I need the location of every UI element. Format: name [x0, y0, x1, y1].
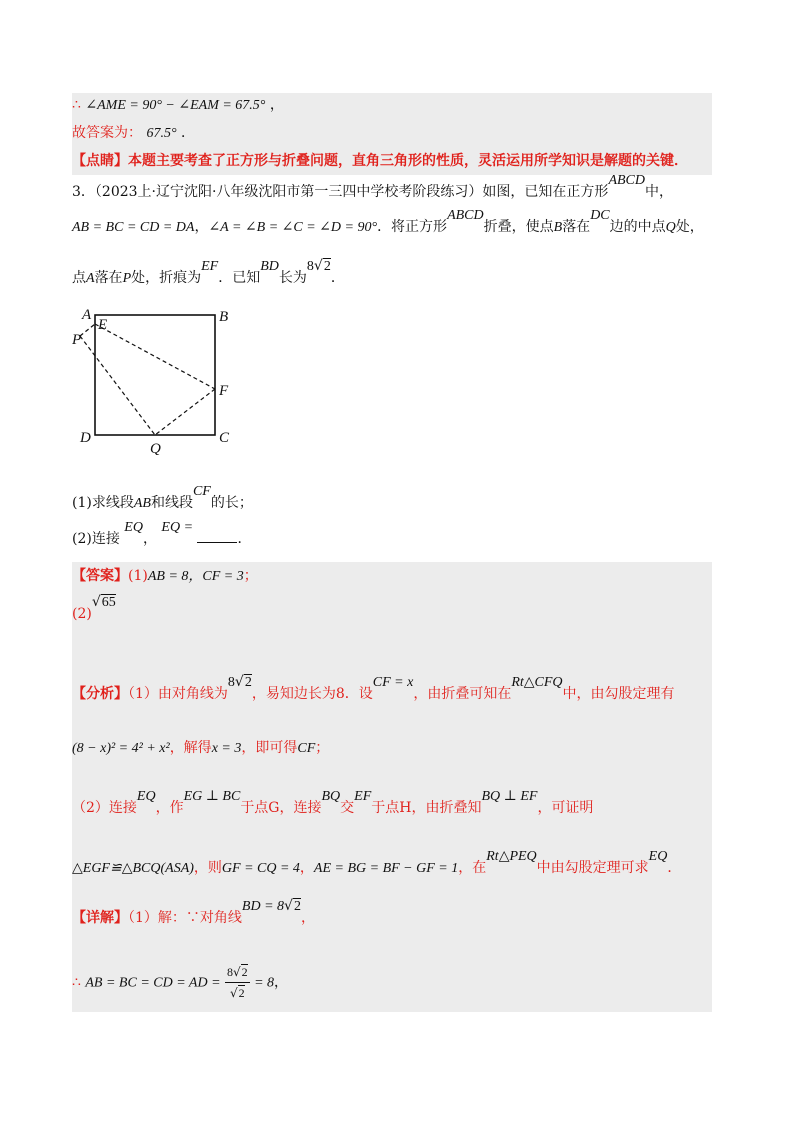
- math-eq: EQ: [648, 849, 668, 864]
- math-cf: CF: [192, 484, 211, 499]
- math-8: 8: [306, 259, 314, 274]
- label-b: B: [219, 309, 229, 325]
- therefore-symbol: ∴: [72, 974, 81, 991]
- text: （2）连接: [72, 800, 137, 816]
- square-abcd: [95, 315, 215, 435]
- text: 长为: [278, 270, 307, 286]
- math-eq: EQ: [124, 520, 143, 535]
- text: ．: [330, 270, 345, 286]
- text: 落在: [562, 219, 591, 235]
- math-rt-peq: Rt△PEQ: [486, 849, 537, 864]
- math-bd-8: BD = 8: [241, 899, 285, 914]
- answer-prefix: 故答案为：: [72, 125, 142, 141]
- problem-intro: 3．（2023上·辽宁沈阳·八年级沈阳市第一三四中学校考阶段练习）如图，已知在正方形: [72, 184, 609, 200]
- math-sqrt2: 2: [244, 675, 252, 690]
- text: 点: [72, 270, 86, 286]
- math-q: Q: [665, 220, 676, 235]
- label-f: F: [219, 383, 229, 399]
- text: 处，折痕为: [131, 270, 202, 286]
- analysis-line-2: [72, 738, 329, 759]
- math-equal-sides: AB = BC = CD = DA: [72, 220, 195, 235]
- text: ；: [315, 740, 330, 756]
- math-abcd: ABCD: [608, 173, 645, 188]
- math-ef: EF: [354, 789, 372, 804]
- text: ．: [237, 531, 252, 547]
- analysis-label: 【分析】: [72, 686, 128, 702]
- text: 的长；: [210, 495, 253, 511]
- text: ；: [243, 568, 258, 584]
- text: ，: [299, 860, 314, 876]
- solution-block-top: [72, 93, 712, 175]
- math-cf: CF: [297, 741, 316, 756]
- question-2: [72, 520, 252, 550]
- text: ，: [274, 974, 289, 991]
- text: 于点G，连接: [240, 800, 322, 816]
- math-sqrt2: 2: [293, 899, 301, 914]
- frac-num-sqrt2: 2: [241, 965, 248, 979]
- text: ，易知边长为8．设: [251, 686, 373, 702]
- fold-line-fq: [155, 389, 215, 435]
- text: 中，由勾股定理有: [562, 686, 675, 702]
- math-b: B: [553, 220, 563, 235]
- math-pythagoras: (8 − x)² = 4² + x²: [72, 741, 170, 756]
- math-eq-8: = 8: [254, 975, 275, 991]
- math-sides-equal: AB = BC = CD = AD =: [85, 975, 221, 991]
- math-p: P: [122, 271, 132, 286]
- text: （1）解：∵对角线: [128, 910, 242, 926]
- math-congruent: △EGF≌△BCQ(ASA): [72, 861, 194, 876]
- problem-line-1: [72, 173, 673, 203]
- analysis-line-3: [72, 789, 594, 819]
- text: （1）由对角线为: [128, 686, 228, 702]
- therefore-symbol: ∴: [72, 97, 81, 113]
- math-rt-cfq: Rt△CFQ: [511, 675, 563, 690]
- text: ，: [142, 531, 157, 547]
- math-bd: BD: [260, 259, 279, 274]
- math-sqrt2: 2: [323, 259, 331, 274]
- text: ，由折叠可知在: [413, 686, 512, 702]
- detail-line-1: 【详解】（1）解：∵对角线BD = 8√2，: [72, 898, 315, 926]
- math-abcd-2: ABCD: [447, 208, 484, 223]
- detail-line-2: [72, 962, 288, 1003]
- math-eq: EQ: [136, 789, 156, 804]
- fraction: $\frac{8√2}{√2}$: [225, 962, 250, 1003]
- label-d: D: [80, 430, 91, 446]
- answer-label: 【答案】: [72, 568, 128, 584]
- label-a: A: [82, 307, 92, 323]
- math-x3: x = 3: [211, 741, 242, 756]
- detail-label: 【详解】: [72, 910, 128, 926]
- math-cf-x: CF = x: [372, 675, 414, 690]
- geometry-figure: [72, 305, 252, 455]
- top-line-1: [72, 95, 284, 116]
- math-ef: EF: [201, 259, 219, 274]
- fold-line-ef: [95, 324, 215, 389]
- label-p: P: [72, 332, 82, 348]
- text: ，在: [458, 860, 487, 876]
- math-right-angles: ∠A = ∠B = ∠C = ∠D = 90°: [208, 220, 378, 235]
- text: (1)求线段: [72, 495, 134, 511]
- frac-den-sqrt2: 2: [238, 986, 245, 1000]
- math-gf: GF = CQ = 4: [221, 861, 300, 876]
- text: ，即可得: [241, 740, 298, 756]
- punct: 中，: [645, 184, 673, 200]
- text: (2)连接: [72, 531, 120, 547]
- math-dc: DC: [590, 208, 610, 223]
- top-line-3: [72, 151, 688, 171]
- math-answer-1: AB = 8，CF = 3: [147, 569, 244, 584]
- math-bq-perp: BQ ⊥ EF: [481, 789, 538, 804]
- text: ．: [667, 860, 682, 876]
- math-sqrt65: 65: [101, 595, 116, 610]
- text: 于点H，由折叠知: [371, 800, 482, 816]
- text: 处，: [675, 219, 704, 235]
- analysis-line-4: [72, 849, 682, 879]
- dianjing-label: 【点睛】: [72, 153, 128, 169]
- math-bq: BQ: [321, 789, 341, 804]
- math-eq-2: EQ =: [161, 520, 194, 535]
- text: 中由勾股定理可求: [536, 860, 649, 876]
- math-ae: AE = BG = BF − GF = 1: [313, 861, 459, 876]
- punct: ．: [181, 125, 196, 141]
- text: (1): [128, 568, 148, 584]
- text: ，可证明: [537, 800, 594, 816]
- answer-value: 67.5°: [146, 126, 177, 141]
- text: ，则: [193, 860, 222, 876]
- fold-line-pe: [80, 324, 95, 336]
- text: 交: [340, 800, 355, 816]
- text: ．已知: [218, 270, 261, 286]
- label-e: E: [98, 317, 108, 333]
- punct: ，: [269, 97, 284, 113]
- math-ab: AB: [133, 496, 151, 511]
- ans-line-1: [72, 566, 258, 587]
- answer-blank: [197, 528, 237, 543]
- text: (2): [72, 606, 92, 622]
- text: ．将正方形: [377, 219, 448, 235]
- label-c: C: [219, 430, 230, 446]
- question-1: [72, 484, 253, 514]
- text: 边的中点: [609, 219, 666, 235]
- text: ，作: [155, 800, 184, 816]
- label-q: Q: [150, 441, 161, 455]
- text: 和线段: [150, 495, 193, 511]
- angle-expression: ∠AME = 90° − ∠EAM = 67.5°: [85, 98, 266, 113]
- problem-line-2: [72, 208, 704, 238]
- frac-num-8: 8: [226, 965, 233, 979]
- math-eg-perp: EG ⊥ BC: [183, 789, 241, 804]
- punct: ，: [194, 219, 209, 235]
- top-line-2: [72, 123, 195, 144]
- text: ，解得: [169, 740, 212, 756]
- dianjing-text: 本题主要考查了正方形与折叠问题，直角三角形的性质，灵活运用所学知识是解题的关键．: [128, 153, 688, 169]
- fold-line-pq: [80, 336, 155, 435]
- solution-block-answer: [72, 562, 712, 1012]
- ans-line-2: (2)√65: [72, 594, 116, 622]
- math-a: A: [86, 271, 95, 286]
- text: 折叠，使点: [483, 219, 554, 235]
- problem-line-3: 点A落在P处，折痕为EF．已知BD长为8√2．: [72, 258, 345, 286]
- text: ，: [300, 910, 315, 926]
- analysis-line-1: 【分析】（1）由对角线为8√2，易知边长为8．设CF = x，由折叠可知在Rt△CFQ中，由勾股定理有: [72, 674, 675, 702]
- text: 落在: [94, 270, 123, 286]
- math-8: 8: [227, 675, 235, 690]
